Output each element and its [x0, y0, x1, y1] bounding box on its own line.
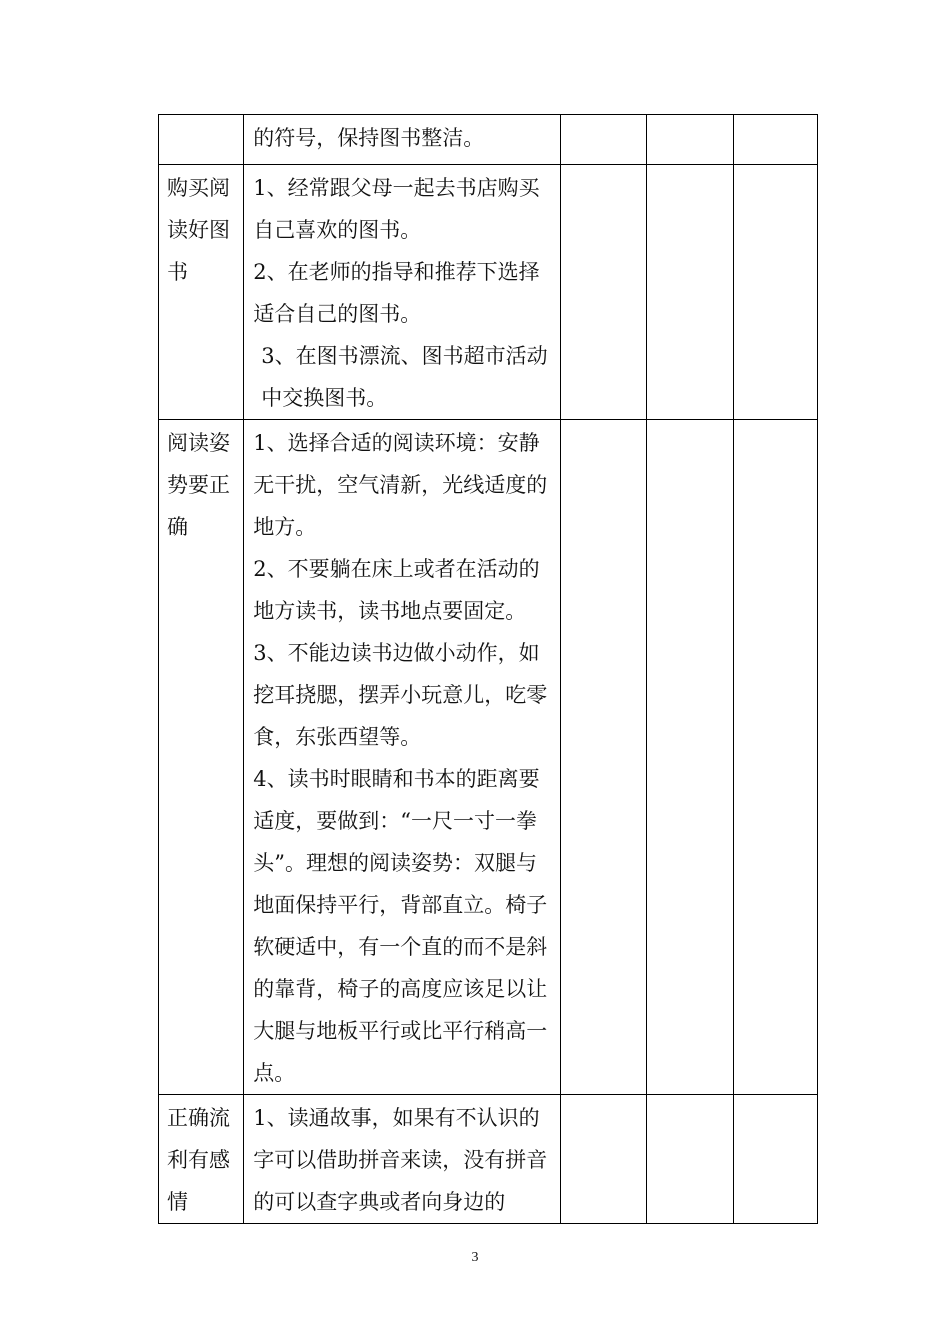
content-paragraph: 1、读通故事，如果有不认识的字可以借助拼音来读，没有拼音的可以查字典或者向身边的: [253, 1106, 548, 1214]
blank-cell: [561, 1095, 647, 1224]
table-row: [159, 165, 818, 420]
blank-cell: [733, 115, 817, 165]
blank-cell: [647, 115, 733, 165]
content-cell: [244, 115, 561, 165]
blank-cell: [733, 165, 817, 420]
topic-cell: [159, 115, 244, 165]
topic-cell: [159, 420, 244, 1095]
page-number: 3: [471, 1250, 479, 1265]
content-cell: [244, 1095, 561, 1224]
content-paragraph: 4、读书时眼睛和书本的距离要适度，要做到：“一尺一寸一拳头”。理想的阅读姿势：双腿与地面保持平行，背部直立。椅子软硬适中，有一个直的而不是斜的靠背，椅子的高度应该足以让大腿与地板平行或比平行稍高一点。: [253, 767, 548, 1085]
table-row: [159, 1095, 818, 1224]
content-paragraph: 3、不能边读书边做小动作，如挖耳挠腮，摆弄小玩意儿，吃零食，东张西望等。: [253, 641, 548, 749]
content-paragraph: 1、选择合适的阅读环境：安静无干扰，空气清新，光线适度的地方。: [253, 431, 548, 539]
document-table: [158, 114, 818, 1224]
topic-text: 购买阅读好图书: [167, 176, 230, 284]
content-paragraph: 的符号，保持图书整洁。: [253, 126, 485, 150]
blank-cell: [561, 165, 647, 420]
blank-cell: [733, 420, 817, 1095]
content-cell: [244, 165, 561, 420]
blank-cell: [561, 115, 647, 165]
content-paragraph: 1、经常跟父母一起去书店购买自己喜欢的图书。: [253, 176, 540, 242]
table-row: [159, 420, 818, 1095]
topic-text: 正确流利有感情: [167, 1106, 230, 1214]
content-paragraph: 2、不要躺在床上或者在活动的地方读书，读书地点要固定。: [253, 557, 540, 623]
topic-text: 阅读姿势要正确: [167, 431, 230, 539]
blank-cell: [733, 1095, 817, 1224]
blank-cell: [561, 420, 647, 1095]
content-paragraph: 3、在图书漂流、图书超市活动中交换图书。: [261, 344, 548, 410]
table-row: [159, 115, 818, 165]
topic-cell: [159, 1095, 244, 1224]
topic-cell: [159, 165, 244, 420]
blank-cell: [647, 420, 733, 1095]
topic-text: [159, 115, 243, 117]
content-paragraph: 2、在老师的指导和推荐下选择适合自己的图书。: [253, 260, 540, 326]
blank-cell: [647, 1095, 733, 1224]
content-cell: [244, 420, 561, 1095]
blank-cell: [647, 165, 733, 420]
